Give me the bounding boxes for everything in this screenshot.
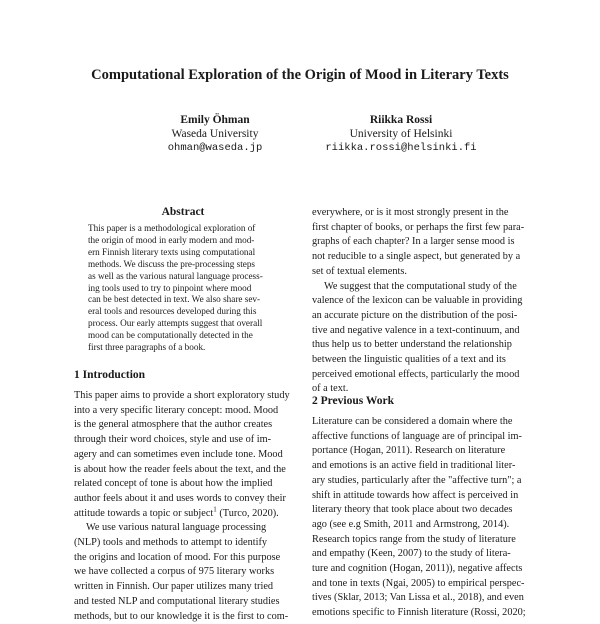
text-line: affective functions of language are of principal im- xyxy=(312,430,522,442)
text-span: into a very specific literary concept: mood. Mood xyxy=(74,404,279,416)
text-span: is about how the reader feels about the text, and the xyxy=(74,463,286,475)
text-line xyxy=(74,433,304,448)
text-span: agery and can sometimes even include tone. Mood xyxy=(74,448,283,460)
text-line: perceived emotional effects, particularly the mood xyxy=(312,368,520,380)
text-line xyxy=(74,404,304,419)
text-span: written in Finnish. Our paper utilizes many tried xyxy=(74,581,274,593)
text-line xyxy=(74,610,304,624)
text-line: everywhere, or is it most strongly present in the xyxy=(312,207,509,218)
text-line: ary studies, particularly after the "affective turn"; a xyxy=(312,474,522,486)
text-line: literary theory that took place about two decades xyxy=(312,504,513,516)
section-heading-introduction: 1 Introduction xyxy=(74,369,146,381)
text-line: shift in attitude towards how affect is perceived in xyxy=(312,489,519,501)
paper-title: Computational Exploration of the Origin of Mood in Literary Texts xyxy=(91,67,509,83)
text-span: through their word choices, style and use of im- xyxy=(74,434,272,446)
text-span: and tested NLP and computational literary studies xyxy=(74,595,280,607)
section-heading-previous-work: 2 Previous Work xyxy=(312,395,394,407)
text-line xyxy=(74,565,304,580)
author-block xyxy=(120,113,310,155)
text-line: ture and cognition (Hogan, 2011)), negative affects xyxy=(312,563,523,575)
text-line xyxy=(74,507,304,522)
text-line: between the linguistic qualities of a text and its xyxy=(312,354,506,366)
text-line xyxy=(74,536,304,551)
text-line: Literature can be considered a domain where the xyxy=(312,416,513,427)
text-line xyxy=(74,521,304,536)
text-span: attitude towards a topic or subject xyxy=(74,507,214,519)
text-span: the origins and location of mood. For this purpose xyxy=(74,551,281,563)
introduction-text xyxy=(74,389,304,624)
text-line: set of textual elements. xyxy=(312,265,407,277)
text-line xyxy=(74,418,304,433)
text-line: emotions specific to Finnish literature (Rossi, 2020; xyxy=(312,607,526,619)
text-line xyxy=(74,492,304,507)
text-line: thus help us to better understand the relationship xyxy=(312,339,512,351)
text-line: eral tools and resources developed during this xyxy=(88,306,257,317)
text-span: we have collected a corpus of 975 literary works xyxy=(74,566,275,578)
text-line: valence of the lexicon can be valuable in providing xyxy=(312,295,523,307)
text-line: ago (see e.g Smith, 2011 and Armstrong, 2014). xyxy=(312,518,510,530)
text-line: Research topics range from the study of literature xyxy=(312,533,516,545)
paragraph xyxy=(312,280,537,398)
text-line: We suggest that the computational study of the xyxy=(324,280,517,292)
text-line: can be best detected in text. We also share sev- xyxy=(88,294,261,305)
text-line: and empathy (Keen, 2007) to the study of litera- xyxy=(312,548,511,560)
text-line: an accurate picture on the distribution of the posi- xyxy=(312,309,518,321)
author-affiliation: University of Helsinki xyxy=(349,128,453,140)
author-affiliation: Waseda University xyxy=(171,128,259,140)
text-line: mood can be computationally detected in the xyxy=(88,330,253,341)
text-line xyxy=(74,463,304,478)
footnote-mark[interactable]: 1 xyxy=(213,505,217,514)
abstract-heading: Abstract xyxy=(161,206,205,218)
text-span: is the general atmosphere that the author creates xyxy=(74,419,273,431)
text-line: first chapter of books, or perhaps the first few para- xyxy=(312,221,525,233)
text-line: This paper is a methodological exploration of xyxy=(88,223,256,233)
text-line: and emotions is an active field in traditional liter- xyxy=(312,460,516,472)
text-span: related concept of tone is about how the implied xyxy=(74,478,273,490)
right-column-text xyxy=(312,206,537,397)
text-line: the origin of mood in early modern and mod- xyxy=(88,234,255,245)
text-line: graphs of each chapter? In a larger sense mood is xyxy=(312,236,515,248)
citation: (Turco, 2020). xyxy=(216,507,279,519)
previous-work-text xyxy=(312,415,537,621)
author-block xyxy=(296,113,506,155)
text-line: as well as the various natural language process- xyxy=(88,270,263,281)
author-name: Riikka Rossi xyxy=(369,114,433,126)
author-email: ohman@waseda.jp xyxy=(167,142,263,154)
text-line xyxy=(74,580,304,595)
text-line xyxy=(74,551,304,566)
text-line: first three paragraphs of a book. xyxy=(88,342,206,353)
text-line: of a text. xyxy=(312,383,349,395)
abstract-text xyxy=(88,223,280,354)
text-span: We use various natural language processing xyxy=(86,522,267,534)
text-line: not reducible to a single aspect, but generated by a xyxy=(312,251,521,263)
text-line xyxy=(74,389,304,404)
text-line: ern Finnish literary texts using computational xyxy=(88,246,256,257)
text-line: methods. We discuss the pre-processing steps xyxy=(88,258,255,269)
text-line: tive and negative valence in a text-continuum, and xyxy=(312,324,520,336)
text-span: methods, but to our knowledge it is the first to com- xyxy=(74,610,289,622)
continued-paragraph xyxy=(312,206,537,280)
text-span: (NLP) tools and methods to attempt to identify xyxy=(74,537,268,549)
text-span: This paper aims to provide a short exploratory study xyxy=(74,390,290,401)
text-line xyxy=(74,448,304,463)
text-line: process. Our early attempts suggest that overall xyxy=(88,318,263,329)
author-email: riikka.rossi@helsinki.fi xyxy=(325,142,477,154)
text-line: ing tools used to try to pinpoint where mood xyxy=(88,282,252,293)
text-line: tives (Sklar, 2013; Van Lissa et al., 2018), and even xyxy=(312,592,524,604)
text-line xyxy=(74,477,304,492)
text-line: and tone in texts (Ngai, 2005) to empirical perspec- xyxy=(312,577,525,589)
text-line: portance (Hogan, 2011). Research on literature xyxy=(312,445,506,457)
text-span: author feels about it and uses words to convey their xyxy=(74,492,286,504)
author-name: Emily Öhman xyxy=(180,114,250,126)
text-line xyxy=(74,595,304,610)
